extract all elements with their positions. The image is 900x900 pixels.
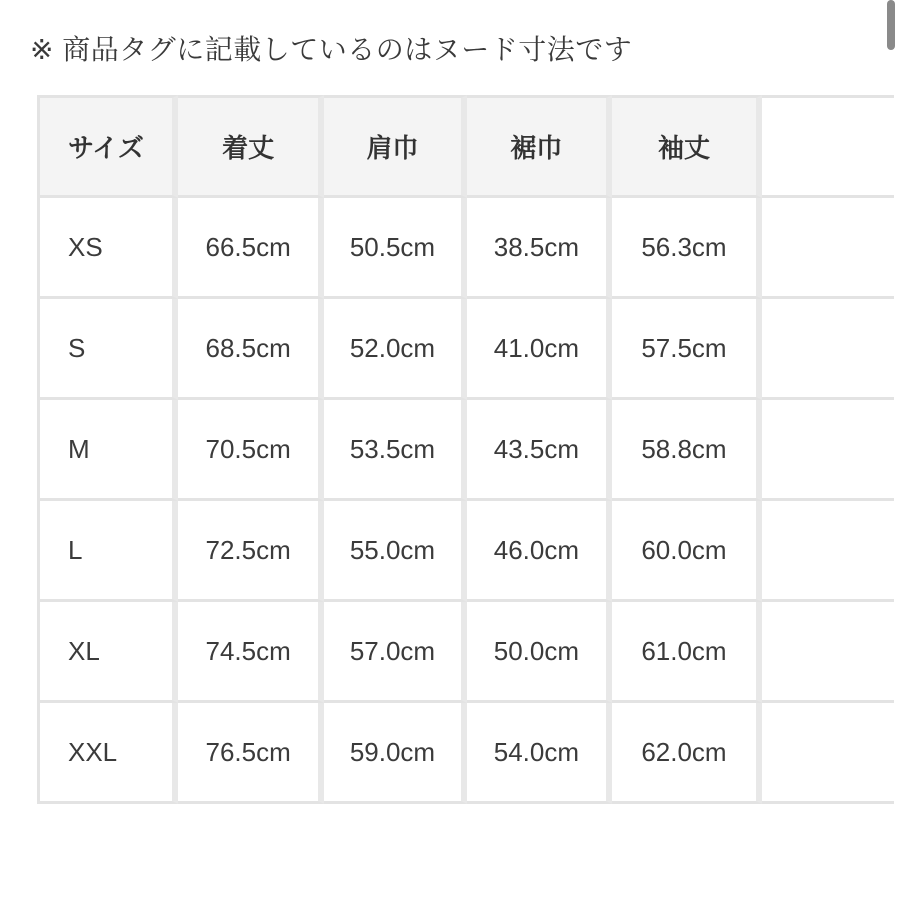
table-row-l — [37, 501, 894, 602]
header-body-length: 着丈 — [178, 95, 324, 198]
size-label: L — [37, 501, 178, 602]
size-table-container — [37, 95, 894, 804]
size-table — [37, 95, 894, 804]
sleeve-length-value: 61.0cm — [612, 602, 762, 703]
table-row-xl — [37, 602, 894, 703]
shoulder-width-value: 55.0cm — [324, 501, 466, 602]
header-size: サイズ — [37, 95, 178, 198]
hem-width-value: 38.5cm — [467, 198, 612, 299]
sleeve-length-value: 62.0cm — [612, 703, 762, 804]
shoulder-width-value: 52.0cm — [324, 299, 466, 400]
body-length-value: 70.5cm — [178, 400, 324, 501]
body-length-value: 72.5cm — [178, 501, 324, 602]
table-row-s — [37, 299, 894, 400]
sleeve-length-value: 58.8cm — [612, 400, 762, 501]
body-length-value: 68.5cm — [178, 299, 324, 400]
size-label: XS — [37, 198, 178, 299]
table-row-xs — [37, 198, 894, 299]
sleeve-length-value: 56.3cm — [612, 198, 762, 299]
size-label: S — [37, 299, 178, 400]
hem-width-value: 41.0cm — [467, 299, 612, 400]
shoulder-width-value: 50.5cm — [324, 198, 466, 299]
body-length-value: 76.5cm — [178, 703, 324, 804]
header-sleeve-length: 袖丈 — [612, 95, 762, 198]
vertical-scrollbar-thumb[interactable] — [887, 0, 895, 50]
table-row-m — [37, 400, 894, 501]
header-hem-width: 裾巾 — [467, 95, 612, 198]
body-length-value: 66.5cm — [178, 198, 324, 299]
clipped-cell-sliver — [762, 198, 894, 299]
shoulder-width-value: 57.0cm — [324, 602, 466, 703]
clipped-cell-sliver — [762, 299, 894, 400]
clipped-cell-sliver — [762, 602, 894, 703]
clipped-column-sliver — [762, 95, 894, 198]
size-label: XL — [37, 602, 178, 703]
hem-width-value: 54.0cm — [467, 703, 612, 804]
table-row-xxl — [37, 703, 894, 804]
shoulder-width-value: 59.0cm — [324, 703, 466, 804]
sleeve-length-value: 60.0cm — [612, 501, 762, 602]
clipped-cell-sliver — [762, 703, 894, 804]
hem-width-value: 46.0cm — [467, 501, 612, 602]
shoulder-width-value: 53.5cm — [324, 400, 466, 501]
hem-width-value: 50.0cm — [467, 602, 612, 703]
nude-measurement-note: ※ 商品タグに記載しているのはヌード寸法です — [30, 34, 633, 65]
header-shoulder-width: 肩巾 — [324, 95, 466, 198]
clipped-cell-sliver — [762, 501, 894, 602]
hem-width-value: 43.5cm — [467, 400, 612, 501]
sleeve-length-value: 57.5cm — [612, 299, 762, 400]
size-label: XXL — [37, 703, 178, 804]
body-length-value: 74.5cm — [178, 602, 324, 703]
clipped-cell-sliver — [762, 400, 894, 501]
header-row — [37, 95, 894, 198]
size-label: M — [37, 400, 178, 501]
